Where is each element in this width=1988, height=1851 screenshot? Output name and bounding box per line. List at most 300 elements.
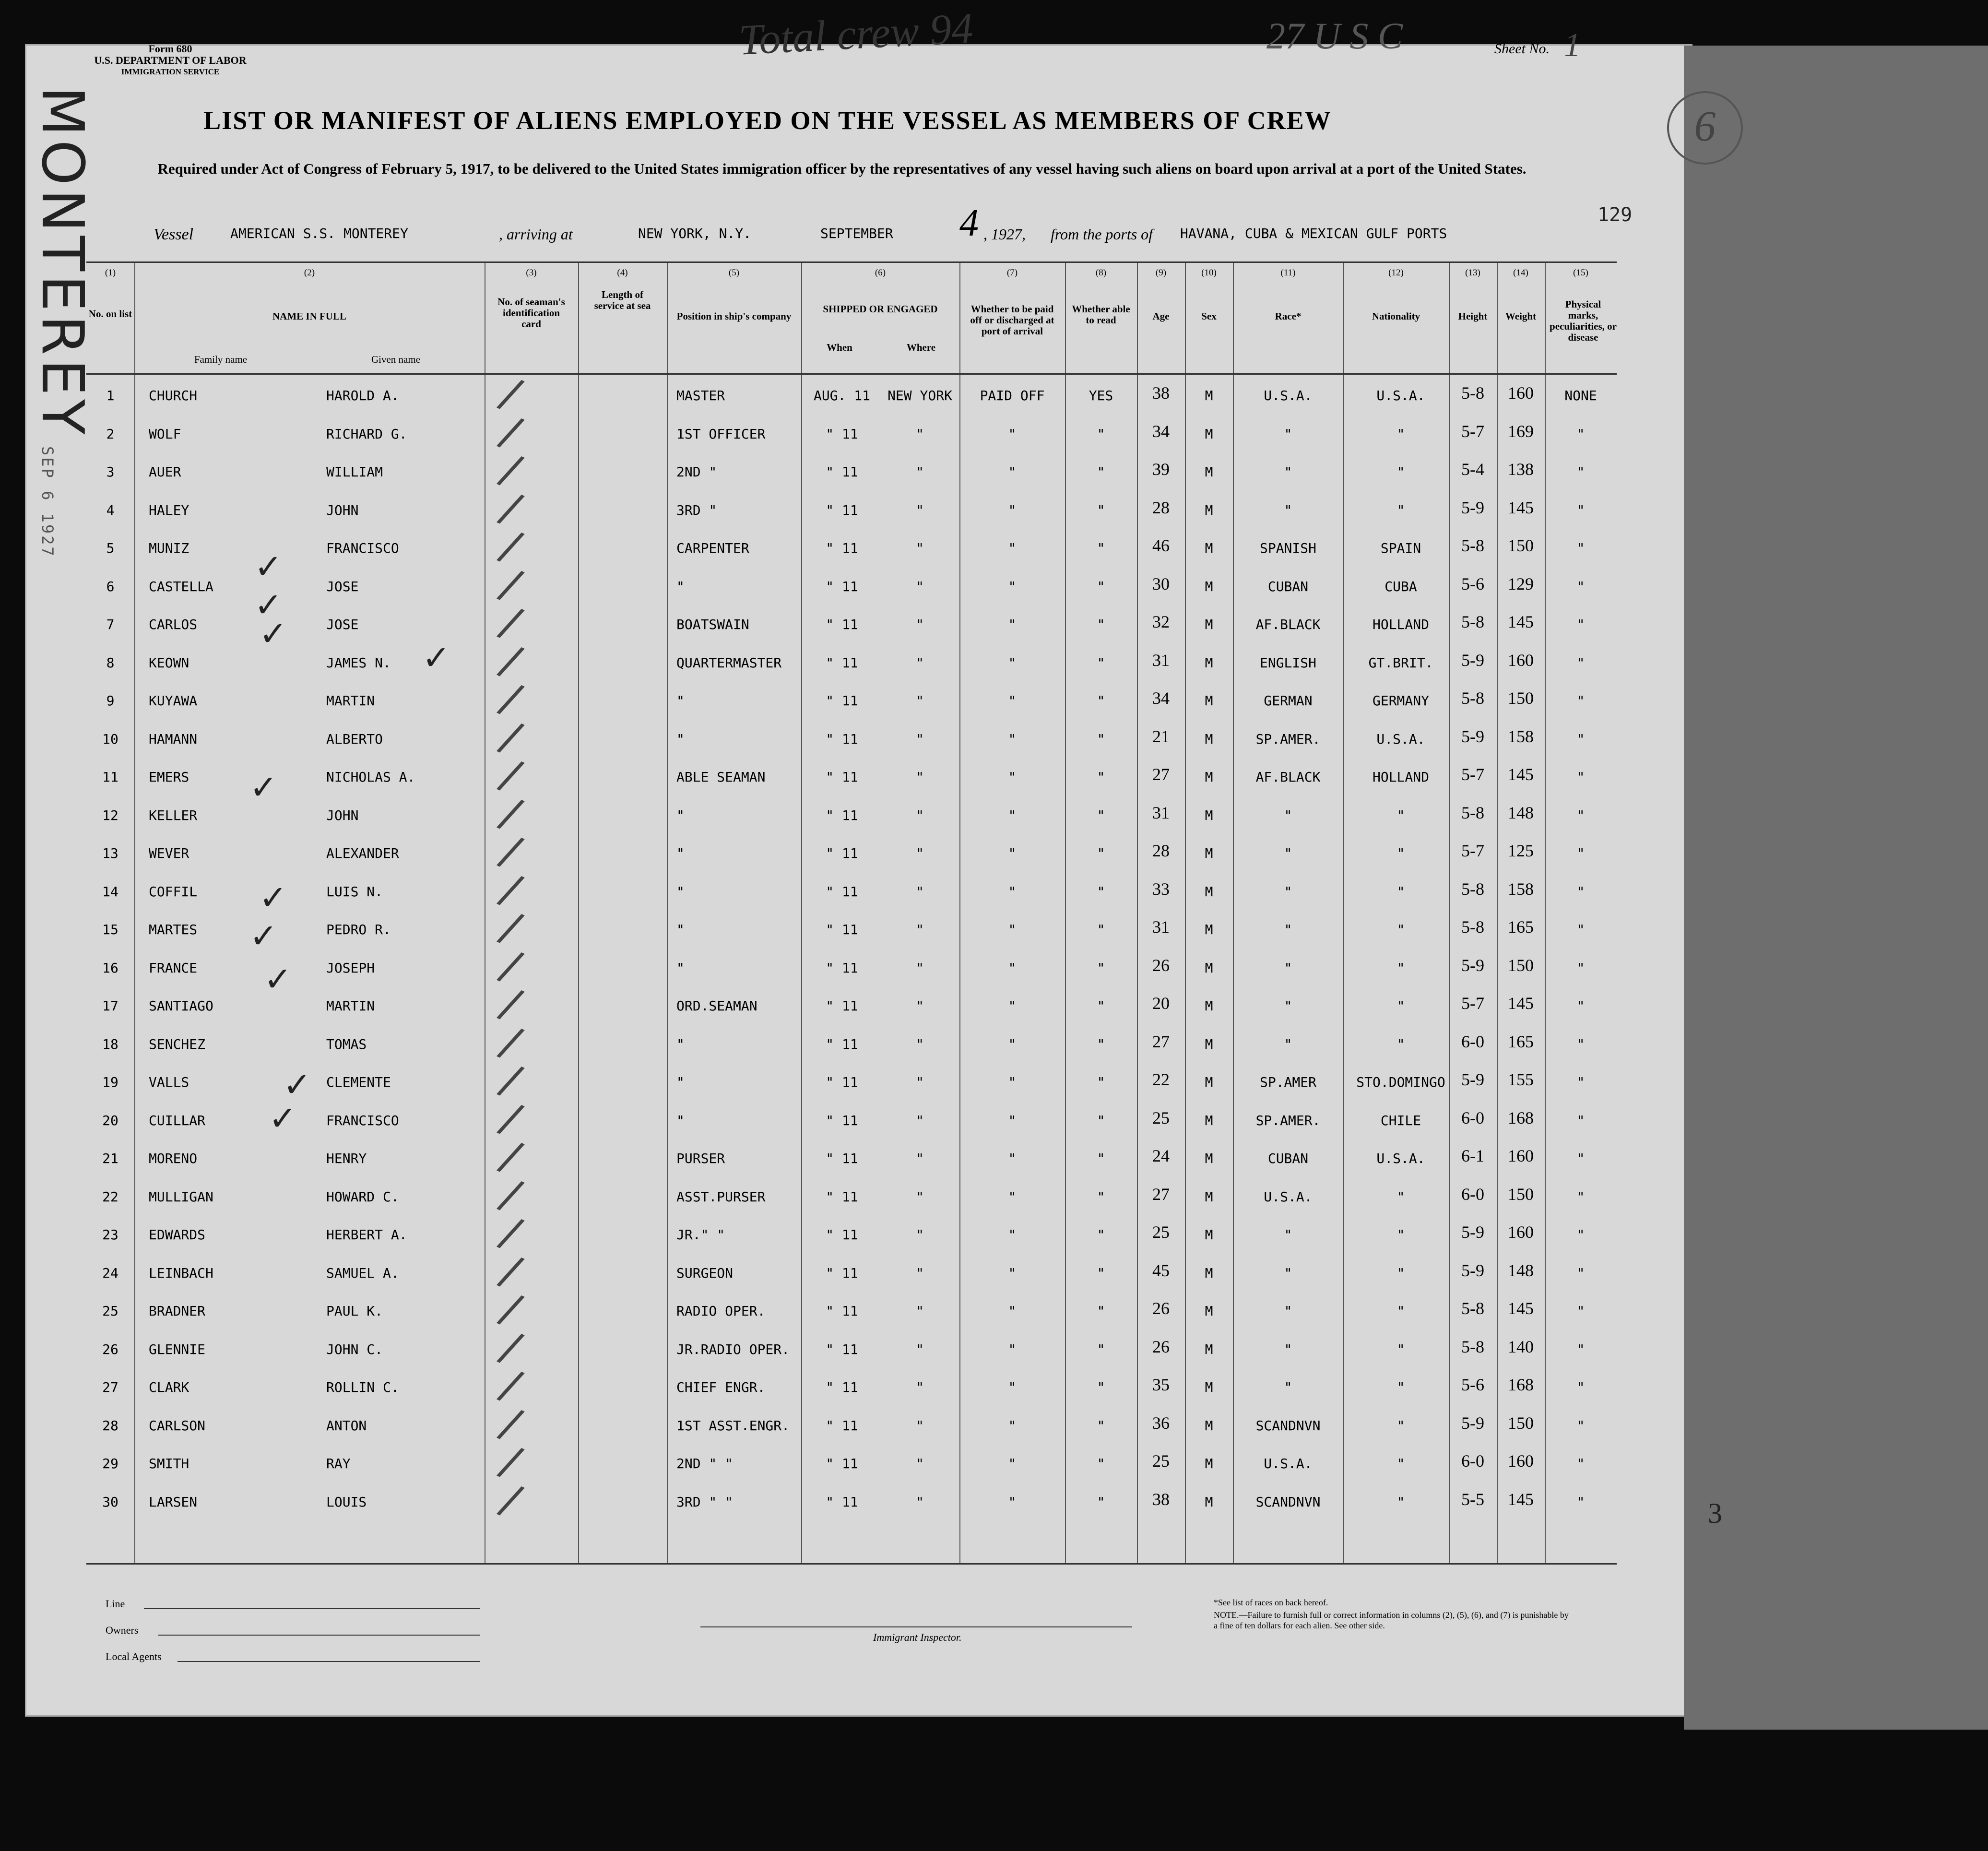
cell-marks: " — [1576, 845, 1585, 861]
id-card-tick-icon: / — [494, 1436, 529, 1488]
cell-weight: 168 — [1508, 1375, 1534, 1394]
cell-marks: " — [1576, 998, 1585, 1014]
cell-given: FRANCISCO — [326, 1112, 399, 1128]
cell-marks: " — [1576, 769, 1585, 785]
id-card-tick-icon: / — [494, 1130, 529, 1183]
id-card-tick-icon: / — [494, 1321, 529, 1373]
cell-family: KEOWN — [149, 654, 189, 671]
cell-position: ORD.SEAMAN — [676, 998, 757, 1014]
cell-read: " — [1097, 502, 1105, 518]
cell-weight: 148 — [1508, 1260, 1534, 1280]
cell-race: " — [1284, 1265, 1292, 1281]
cell-family: HAMANN — [149, 731, 198, 747]
cell-nat: " — [1396, 922, 1405, 937]
cell-position: " — [676, 807, 685, 823]
cell-height: 5-9 — [1461, 1222, 1484, 1242]
col-num: (12) — [1388, 268, 1404, 278]
cell-family: LEINBACH — [149, 1265, 213, 1281]
col-num: (3) — [526, 268, 537, 278]
cell-height: 5-9 — [1461, 1260, 1484, 1280]
cell-age: 28 — [1152, 841, 1170, 860]
cell-given: HENRY — [326, 1151, 367, 1166]
cell-weight: 129 — [1508, 574, 1534, 593]
cell-given: ALEXANDER — [326, 845, 399, 861]
cell-no: 27 — [102, 1379, 118, 1395]
cell-when: " 11 — [826, 1303, 858, 1319]
cell-height: 5-9 — [1461, 498, 1484, 517]
cell-no: 26 — [102, 1341, 118, 1357]
cell-nat: " — [1396, 1188, 1405, 1205]
cell-weight: 158 — [1508, 726, 1534, 746]
cell-where: " — [916, 960, 924, 976]
cell-where: " — [916, 1494, 924, 1510]
table-row — [86, 1054, 1617, 1106]
cell-where: " — [916, 1188, 924, 1205]
cell-when: " 11 — [826, 769, 858, 785]
id-card-tick-icon: / — [494, 1474, 529, 1526]
check-mark-icon: ✓ — [259, 878, 287, 917]
cell-age: 28 — [1152, 498, 1170, 517]
cell-race: SCANDNVN — [1255, 1417, 1321, 1434]
form-identifier — [74, 43, 266, 78]
cell-race: U.S.A. — [1264, 1188, 1313, 1205]
table-row — [86, 406, 1617, 458]
cell-nat: " — [1396, 883, 1405, 900]
col-num: (11) — [1280, 268, 1296, 278]
cell-position: 1ST ASST.ENGR. — [676, 1417, 790, 1434]
id-card-tick-icon: / — [494, 902, 529, 954]
cell-marks: " — [1576, 1188, 1585, 1205]
cell-race: CUBAN — [1267, 578, 1309, 594]
cell-given: JOHN — [326, 502, 359, 518]
cell-position: ABLE SEAMAN — [676, 769, 766, 785]
cell-family: SMITH — [149, 1456, 189, 1471]
cell-read: " — [1097, 693, 1105, 709]
cell-marks: " — [1576, 578, 1585, 594]
cell-given: NICHOLAS A. — [326, 769, 415, 785]
cell-sex: M — [1205, 654, 1213, 671]
cell-height: 6-0 — [1461, 1184, 1484, 1204]
cell-when: " 11 — [826, 1188, 858, 1205]
col-num: (6) — [875, 268, 886, 278]
table-row — [86, 749, 1617, 801]
id-card-tick-icon: / — [494, 1398, 529, 1449]
cell-marks: " — [1576, 1494, 1585, 1510]
cell-given: ROLLIN C. — [326, 1379, 399, 1395]
cell-weight: 145 — [1508, 498, 1534, 517]
cell-family: BRADNER — [149, 1303, 206, 1319]
cell-marks: " — [1576, 1341, 1585, 1357]
cell-family: CARLSON — [149, 1417, 206, 1434]
col-num: (15) — [1573, 268, 1588, 278]
cell-position: JR." " — [676, 1227, 725, 1243]
cell-no: 15 — [102, 922, 118, 937]
check-mark-icon: ✓ — [254, 585, 283, 625]
cell-race: SCANDNVN — [1255, 1494, 1321, 1510]
cell-age: 36 — [1152, 1413, 1170, 1433]
cell-nat: HOLLAND — [1372, 617, 1429, 632]
id-card-tick-icon: / — [494, 1092, 529, 1144]
cell-family: CUILLAR — [149, 1112, 206, 1128]
cell-paid: " — [1008, 731, 1017, 747]
cell-position: CHIEF ENGR. — [676, 1379, 766, 1395]
cell-marks: " — [1576, 502, 1585, 518]
cell-where: " — [916, 1036, 924, 1052]
cell-read: " — [1097, 1112, 1105, 1128]
cell-paid: " — [1008, 1112, 1017, 1128]
cell-no: 6 — [106, 578, 115, 594]
cell-age: 25 — [1152, 1451, 1170, 1471]
cell-weight: 168 — [1508, 1108, 1534, 1127]
cell-sex: M — [1205, 922, 1213, 937]
cell-marks: " — [1576, 1265, 1585, 1281]
cell-height: 6-0 — [1461, 1108, 1484, 1127]
cell-race: " — [1284, 1303, 1292, 1319]
id-card-tick-icon: / — [494, 596, 529, 649]
cell-height: 5-7 — [1461, 765, 1484, 784]
from-ports: HAVANA, CUBA & MEXICAN GULF PORTS — [1180, 225, 1447, 241]
cell-when: " 11 — [826, 883, 858, 900]
table-row — [86, 673, 1617, 725]
cell-family: MULLIGAN — [149, 1188, 213, 1205]
table-row — [86, 978, 1617, 1030]
cell-given: JOSE — [326, 578, 359, 594]
cell-marks: " — [1576, 1227, 1585, 1243]
cell-weight: 165 — [1508, 1032, 1534, 1051]
cell-marks: " — [1576, 883, 1585, 900]
cell-where: " — [916, 617, 924, 632]
cell-paid: " — [1008, 1074, 1017, 1090]
cell-where: " — [916, 998, 924, 1014]
cell-given: WILLIAM — [326, 464, 383, 480]
cell-marks: " — [1576, 1074, 1585, 1090]
id-card-tick-icon: / — [494, 1054, 529, 1106]
table-row — [86, 1092, 1617, 1144]
cell-position: JR.RADIO OPER. — [676, 1341, 790, 1357]
header-given-name: Given name — [371, 354, 421, 365]
service-name: IMMIGRATION SERVICE — [121, 67, 220, 76]
cell-age: 38 — [1152, 1489, 1170, 1509]
cell-when: " 11 — [826, 1494, 858, 1510]
id-card-tick-icon: / — [494, 940, 529, 992]
cell-read: " — [1097, 1151, 1105, 1166]
cell-when: " 11 — [826, 540, 858, 556]
cell-given: PEDRO R. — [326, 922, 391, 937]
cell-when: " 11 — [826, 502, 858, 518]
cell-paid: " — [1008, 883, 1017, 900]
cell-position: SURGEON — [676, 1265, 734, 1281]
cell-read: " — [1097, 578, 1105, 594]
cell-race: " — [1284, 807, 1292, 823]
vessel-label: Vessel — [154, 225, 194, 243]
cell-marks: " — [1576, 426, 1585, 442]
cell-race: " — [1284, 464, 1292, 480]
cell-height: 5-9 — [1461, 1070, 1484, 1089]
id-card-tick-icon: / — [494, 406, 529, 458]
cell-nat: " — [1396, 1341, 1405, 1357]
table-row — [86, 520, 1617, 572]
cell-weight: 145 — [1508, 612, 1534, 631]
cell-paid: " — [1008, 960, 1017, 976]
cell-weight: 160 — [1508, 1146, 1534, 1165]
cell-when: " 11 — [826, 1417, 858, 1434]
cell-height: 5-9 — [1461, 1413, 1484, 1433]
cell-race: SP.AMER. — [1255, 731, 1321, 747]
cell-height: 5-8 — [1461, 536, 1484, 555]
cell-read: " — [1097, 1494, 1105, 1510]
table-row — [86, 1016, 1617, 1068]
table-row — [86, 864, 1617, 915]
cell-when: " 11 — [826, 1341, 858, 1357]
id-card-tick-icon: / — [494, 864, 529, 915]
cell-given: PAUL K. — [326, 1303, 383, 1319]
cell-age: 39 — [1152, 460, 1170, 479]
cell-age: 26 — [1152, 1299, 1170, 1318]
cell-sex: M — [1205, 1074, 1213, 1090]
id-card-tick-icon: / — [494, 558, 529, 610]
table-row — [86, 558, 1617, 610]
inspector-label: Immigrant Inspector. — [873, 1631, 962, 1643]
cell-paid: " — [1008, 1494, 1017, 1510]
cell-family: CLARK — [149, 1379, 189, 1395]
check-mark-icon: ✓ — [254, 547, 283, 586]
cell-where: " — [916, 807, 924, 823]
cell-paid: " — [1008, 654, 1017, 671]
cell-sex: M — [1205, 1151, 1213, 1166]
id-card-tick-icon: / — [494, 635, 529, 687]
cell-where: " — [916, 1379, 924, 1395]
cell-weight: 169 — [1508, 421, 1534, 441]
cell-nat: " — [1396, 1265, 1405, 1281]
cell-where: " — [916, 654, 924, 671]
agents-rule — [178, 1661, 480, 1662]
cell-paid: " — [1008, 1341, 1017, 1357]
table-row — [86, 787, 1617, 839]
id-card-tick-icon: / — [494, 520, 529, 572]
cell-position: " — [676, 845, 685, 861]
arrival-year: , 1927, — [983, 225, 1026, 243]
cell-nat: " — [1396, 1227, 1405, 1243]
check-mark-icon: ✓ — [249, 768, 278, 807]
cell-height: 6-0 — [1461, 1451, 1484, 1471]
cell-race: SPANISH — [1259, 540, 1316, 556]
cell-marks: " — [1576, 922, 1585, 937]
cell-given: MARTIN — [326, 998, 375, 1014]
cell-nat: GT.BRIT. — [1368, 654, 1433, 671]
cell-nat: " — [1396, 1379, 1405, 1395]
cell-marks: " — [1576, 1456, 1585, 1471]
cell-weight: 138 — [1508, 460, 1534, 479]
table-row — [86, 1245, 1617, 1297]
cell-when: " 11 — [826, 693, 858, 709]
cell-weight: 160 — [1508, 1222, 1534, 1242]
cell-position: 1ST OFFICER — [676, 426, 766, 442]
cell-age: 31 — [1152, 803, 1170, 822]
cell-position: BOATSWAIN — [676, 617, 749, 632]
header-no-on-list: No. on list — [88, 308, 132, 320]
inspector-rule — [700, 1626, 1132, 1627]
cell-when: " 11 — [826, 1227, 858, 1243]
cell-position: " — [676, 1112, 685, 1128]
cell-no: 1 — [106, 388, 115, 403]
cell-when: " 11 — [826, 617, 858, 632]
cell-nat: " — [1396, 960, 1405, 976]
cell-read: " — [1097, 1036, 1105, 1052]
document-title: LIST OR MANIFEST OF ALIENS EMPLOYED ON THE VESSEL AS MEMBERS OF CREW — [203, 106, 1332, 135]
cell-position: 3RD " " — [676, 1494, 734, 1510]
cell-where: " — [916, 1112, 924, 1128]
cell-given: JOSE — [326, 617, 359, 632]
cell-paid: " — [1008, 1036, 1017, 1052]
cell-sex: M — [1205, 998, 1213, 1014]
circled-number: 6 — [1667, 91, 1743, 165]
cell-marks: NONE — [1564, 388, 1597, 403]
header-paid-off: Whether to be paid off or discharged at port of arrival — [970, 303, 1054, 337]
cell-read: " — [1097, 922, 1105, 937]
cell-read: " — [1097, 769, 1105, 785]
cell-no: 18 — [102, 1036, 118, 1052]
line-rule — [144, 1608, 480, 1609]
col-num: (1) — [105, 268, 116, 278]
cell-sex: M — [1205, 1036, 1213, 1052]
cell-age: 32 — [1152, 612, 1170, 631]
cell-paid: " — [1008, 502, 1017, 518]
cell-where: " — [916, 922, 924, 937]
cell-sex: M — [1205, 388, 1213, 403]
cell-when: " 11 — [826, 1036, 858, 1052]
cell-no: 17 — [102, 998, 118, 1014]
cell-nat: U.S.A. — [1376, 1151, 1425, 1166]
cell-no: 30 — [102, 1494, 118, 1510]
cell-position: MASTER — [676, 388, 725, 403]
cell-when: AUG. 11 — [813, 388, 870, 403]
cell-age: 22 — [1152, 1070, 1170, 1089]
cell-race: " — [1284, 1379, 1292, 1395]
crew-table — [86, 261, 1617, 1565]
header-name-in-full: NAME IN FULL — [272, 310, 346, 322]
cell-marks: " — [1576, 540, 1585, 556]
cell-paid: " — [1008, 540, 1017, 556]
cell-read: " — [1097, 807, 1105, 823]
cell-weight: 155 — [1508, 1070, 1534, 1089]
cell-height: 5-8 — [1461, 1299, 1484, 1318]
cell-no: 24 — [102, 1265, 118, 1281]
cell-given: LUIS N. — [326, 883, 383, 900]
cell-age: 31 — [1152, 917, 1170, 937]
cell-nat: GERMANY — [1372, 693, 1429, 709]
cell-family: SANTIAGO — [149, 998, 213, 1014]
cell-weight: 148 — [1508, 803, 1534, 822]
cell-paid: " — [1008, 1188, 1017, 1205]
cell-height: 6-1 — [1461, 1146, 1484, 1165]
cell-paid: " — [1008, 922, 1017, 937]
cell-given: SAMUEL A. — [326, 1265, 399, 1281]
cell-height: 5-7 — [1461, 421, 1484, 441]
margin-mark: 3 — [1708, 1497, 1722, 1529]
cell-marks: " — [1576, 654, 1585, 671]
cell-no: 9 — [106, 693, 115, 709]
cell-family: FRANCE — [149, 960, 198, 976]
cell-age: 33 — [1152, 879, 1170, 899]
cell-nat: " — [1396, 1494, 1405, 1510]
cell-marks: " — [1576, 1151, 1585, 1166]
cell-position: 2ND " " — [676, 1456, 734, 1471]
cell-no: 4 — [106, 502, 115, 518]
cell-sex: M — [1205, 693, 1213, 709]
cell-sex: M — [1205, 426, 1213, 442]
cell-family: GLENNIE — [149, 1341, 206, 1357]
cell-height: 5-8 — [1461, 917, 1484, 937]
cell-race: " — [1284, 1227, 1292, 1243]
table-row — [86, 1436, 1617, 1488]
cell-read: " — [1097, 1379, 1105, 1395]
cell-age: 45 — [1152, 1260, 1170, 1280]
cell-height: 5-9 — [1461, 955, 1484, 975]
table-row — [86, 1321, 1617, 1373]
col-num: (7) — [1006, 268, 1018, 278]
cell-sex: M — [1205, 731, 1213, 747]
cell-when: " 11 — [826, 1151, 858, 1166]
cell-no: 19 — [102, 1074, 118, 1090]
col-num: (8) — [1095, 268, 1107, 278]
cell-race: GERMAN — [1264, 693, 1313, 709]
cell-position: " — [676, 960, 685, 976]
cell-nat: U.S.A. — [1376, 731, 1425, 747]
cell-weight: 145 — [1508, 994, 1534, 1013]
cell-no: 13 — [102, 845, 118, 861]
cell-sex: M — [1205, 1227, 1213, 1243]
cell-where: " — [916, 1074, 924, 1090]
table-row — [86, 368, 1617, 420]
cell-read: " — [1097, 540, 1105, 556]
cell-position: ASST.PURSER — [676, 1188, 766, 1205]
cell-age: 34 — [1152, 688, 1170, 708]
col-num: (10) — [1201, 268, 1217, 278]
side-handwritten-vessel-name: MONTEREY — [29, 86, 95, 439]
cell-marks: " — [1576, 617, 1585, 632]
cell-sex: M — [1205, 1417, 1213, 1434]
cell-read: " — [1097, 1456, 1105, 1471]
cell-race: " — [1284, 1036, 1292, 1052]
cell-read: " — [1097, 883, 1105, 900]
races-note: *See list of races on back hereof. — [1214, 1598, 1328, 1607]
cell-weight: 150 — [1508, 1184, 1534, 1204]
cell-family: CARLOS — [149, 617, 198, 632]
cell-family: VALLS — [149, 1074, 189, 1090]
cell-height: 5-8 — [1461, 879, 1484, 899]
cell-given: JOSEPH — [326, 960, 375, 976]
cell-no: 12 — [102, 807, 118, 823]
cell-when: " 11 — [826, 998, 858, 1014]
cell-where: " — [916, 578, 924, 594]
table-row — [86, 1474, 1617, 1526]
cell-when: " 11 — [826, 731, 858, 747]
cell-race: ENGLISH — [1259, 654, 1316, 671]
cell-paid: " — [1008, 578, 1017, 594]
cell-sex: M — [1205, 540, 1213, 556]
cell-age: 24 — [1152, 1146, 1170, 1165]
cell-marks: " — [1576, 1036, 1585, 1052]
cell-sex: M — [1205, 617, 1213, 632]
cell-age: 27 — [1152, 1184, 1170, 1204]
cell-position: " — [676, 1074, 685, 1090]
cell-family: EDWARDS — [149, 1227, 206, 1243]
cell-family: CHURCH — [149, 388, 198, 403]
cell-family: LARSEN — [149, 1494, 198, 1510]
cell-height: 5-8 — [1461, 803, 1484, 822]
cell-given: JAMES N. — [326, 654, 391, 671]
header-race: Race* — [1275, 310, 1302, 322]
